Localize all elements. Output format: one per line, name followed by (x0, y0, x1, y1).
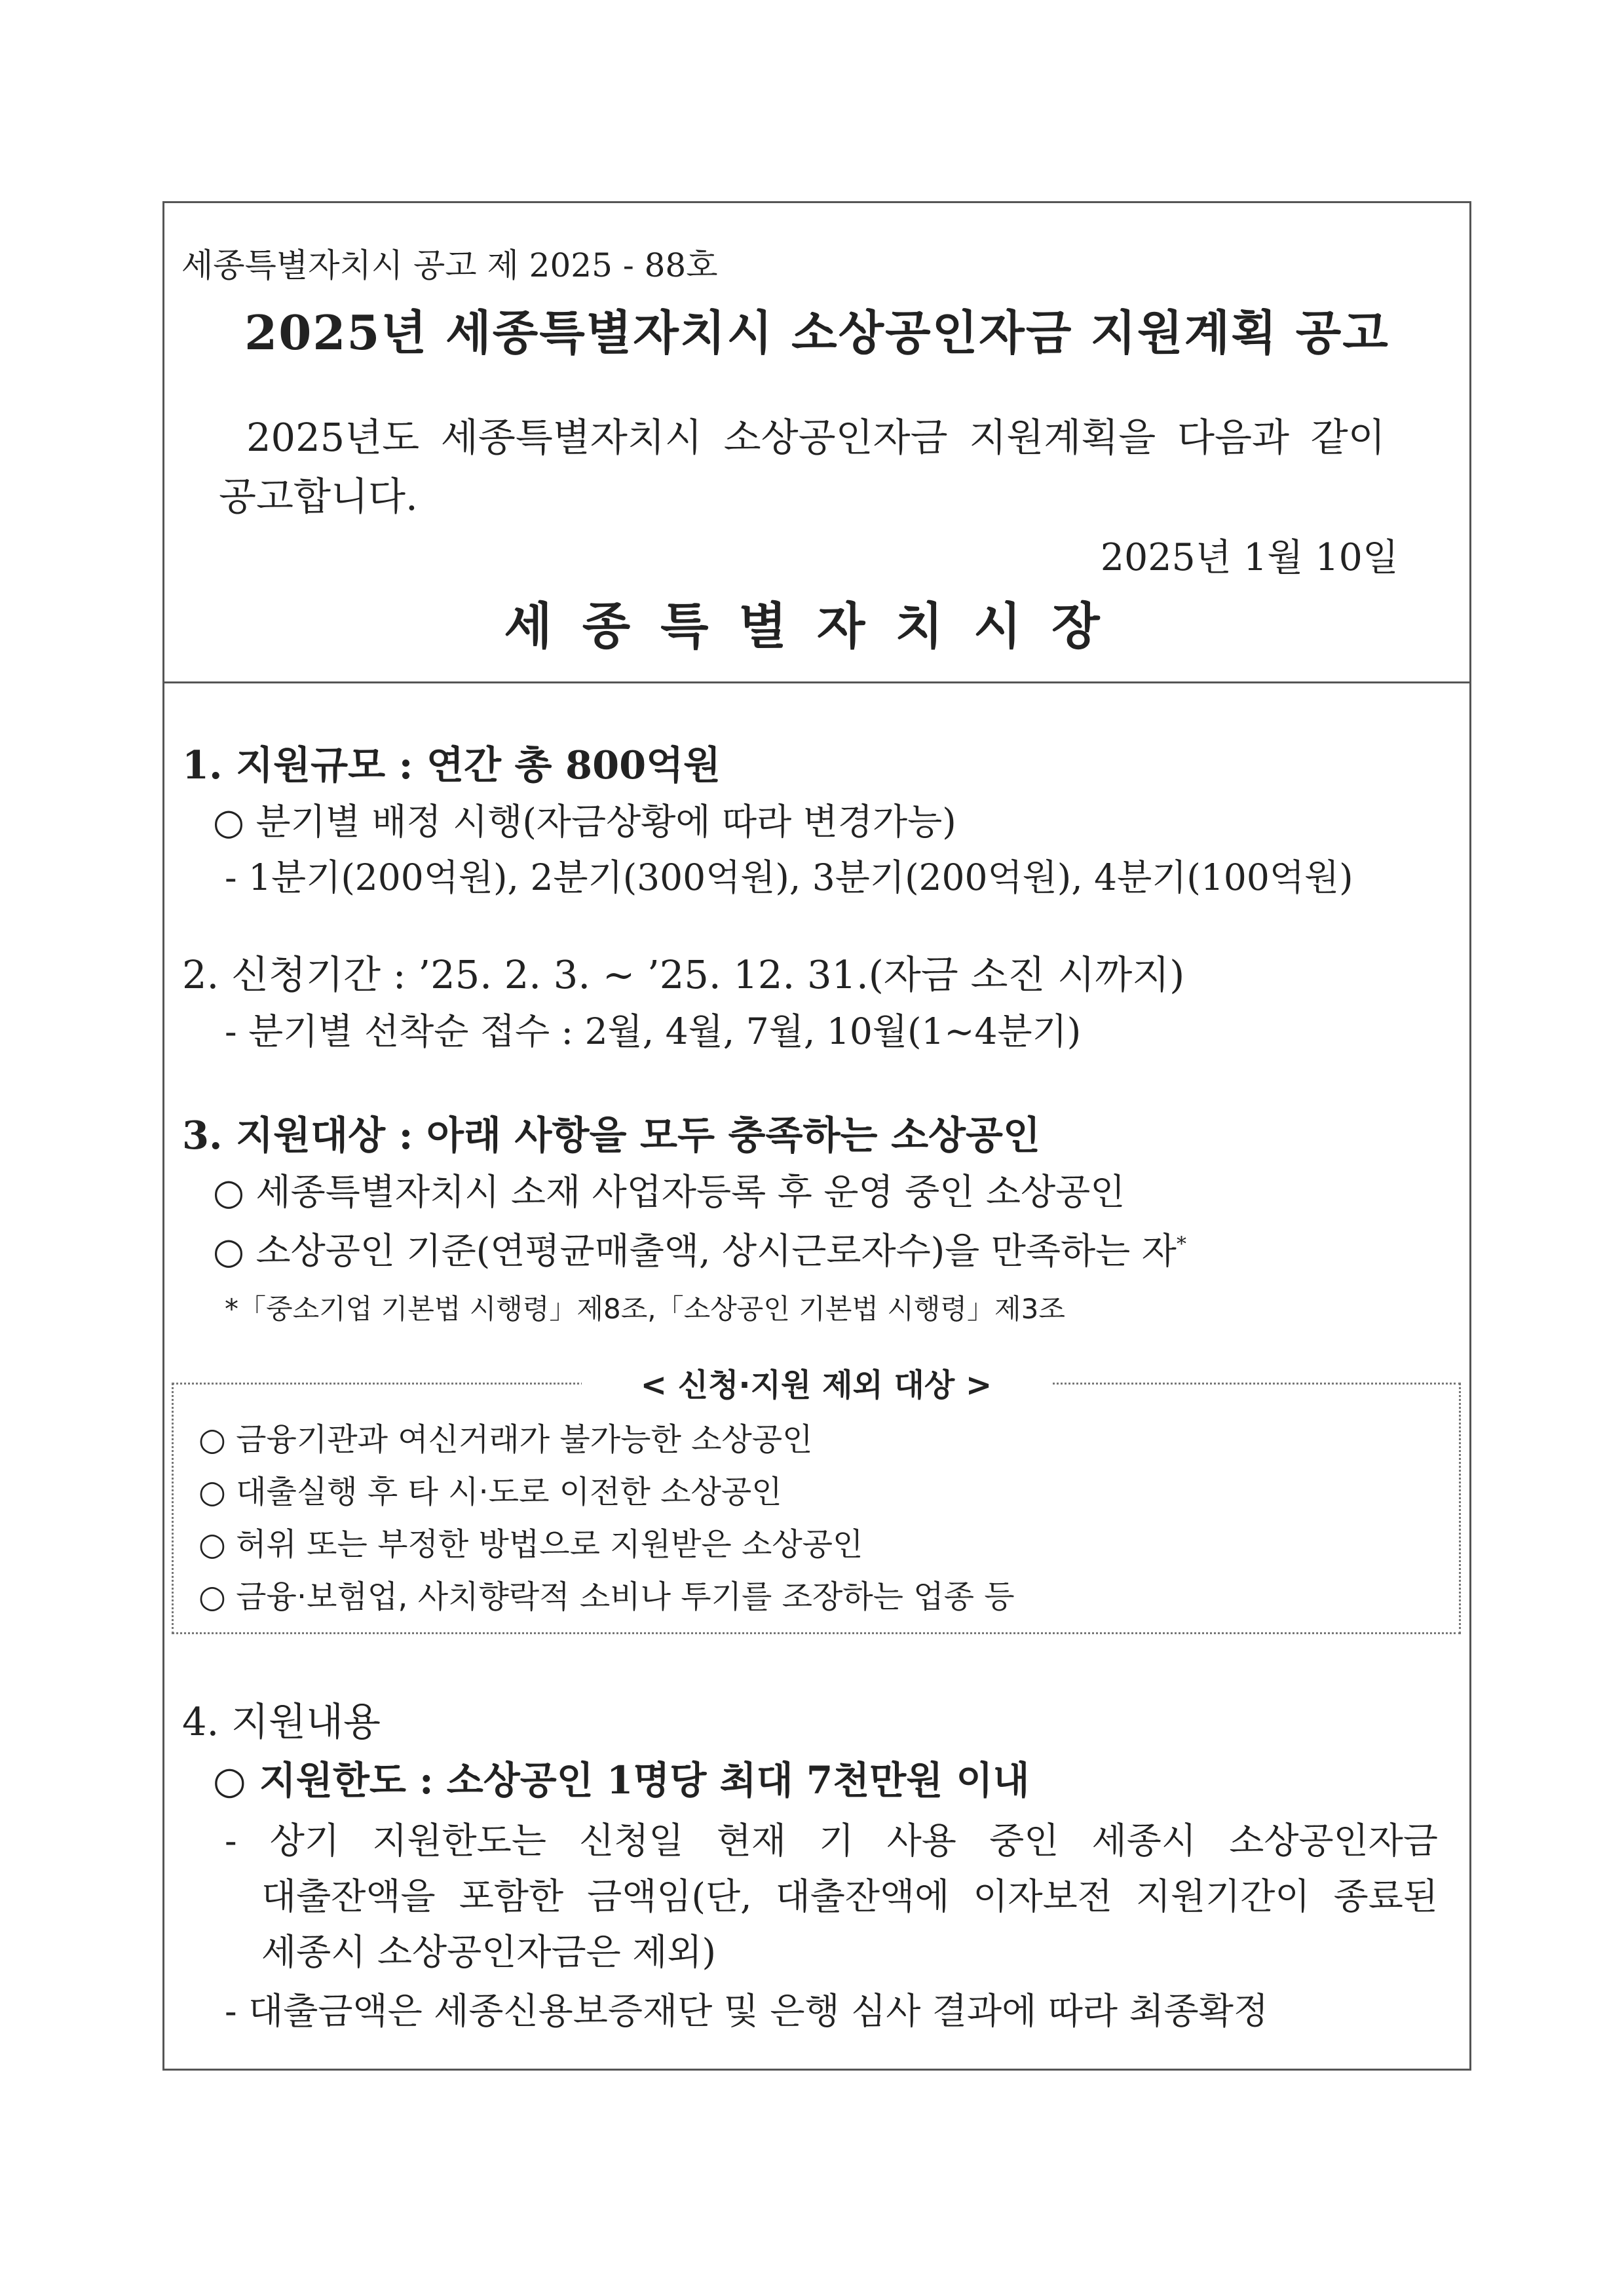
section4-heading: 4. 지원내용 (182, 1699, 381, 1744)
notice-frame (162, 201, 1471, 2071)
header-divider (164, 681, 1469, 683)
section4-item2-line2: 대출잔액을 포함한 금액임(단, 대출잔액에 이자보전 지원기간이 종료된 (261, 1875, 1438, 1917)
intro-line-1: 2025년도 세종특별자치시 소상공인자금 지원계획을 다음과 같이 (246, 415, 1386, 460)
section2-heading: 2. 신청기간 : ’25. 2. 3. ~ ’25. 12. 31.(자금 소진 시까지) (182, 952, 1185, 997)
intro-line-2: 공고합니다. (219, 474, 418, 519)
section1-heading: 1. 지원규모 : 연간 총 800억원 (182, 742, 721, 788)
section4-item2-line3: 세종시 소상공인자금은 제외) (261, 1931, 716, 1973)
section3-item1: ○ 세종특별자치시 소재 사업자등록 후 운영 중인 소상공인 (213, 1171, 1125, 1213)
section4-item3: - 대출금액은 세종신용보증재단 및 은행 심사 결과에 따라 최종확정 (225, 1990, 1268, 2032)
exclusion-box (172, 1367, 1461, 1634)
issuer-name: 세종특별자치시장 (504, 597, 1130, 655)
section4-item1: ○ 지원한도 : 소상공인 1명당 최대 7천만원 이내 (213, 1758, 1030, 1803)
notice-number: 세종특별자치시 공고 제 2025 - 88호 (181, 246, 718, 284)
section3-footnote: *「중소기업 기본법 시행령」제8조,「소상공인 기본법 시행령」제3조 (225, 1293, 1065, 1325)
notice-title: 2025년 세종특별자치시 소상공인자금 지원계획 공고 (244, 305, 1389, 360)
section2-item1: - 분기별 선착순 접수 : 2월, 4월, 7월, 10월(1~4분기) (225, 1010, 1082, 1052)
exclusion-title: < 신청·지원 제외 대상 > (174, 1360, 1459, 1405)
exclusion-item: ○ 금융기관과 여신거래가 불가능한 소상공인 (198, 1421, 813, 1458)
section1-item2: - 1분기(200억원), 2분기(300억원), 3분기(200억원), 4분기(100억원) (225, 856, 1353, 898)
section4-item2-line1: - 상기 지원한도는 신청일 현재 기 사용 중인 세종시 소상공인자금 (225, 1820, 1438, 1862)
section3-item2-text: ○ 소상공인 기준(연평균매출액, 상시근로자수)을 만족하는 자 (213, 1230, 1177, 1272)
exclusion-item: ○ 금융·보험업, 사치향락적 소비나 투기를 조장하는 업종 등 (198, 1578, 1015, 1615)
exclusion-item: ○ 허위 또는 부정한 방법으로 지원받은 소상공인 (198, 1526, 863, 1563)
section3-item2 (213, 1222, 1186, 1274)
footnote-mark: * (1176, 1233, 1186, 1256)
section1-item1: ○ 분기별 배정 시행(자금상황에 따라 변경가능) (213, 801, 956, 843)
section3-heading: 3. 지원대상 : 아래 사항을 모두 충족하는 소상공인 (182, 1113, 1041, 1158)
exclusion-item: ○ 대출실행 후 타 시·도로 이전한 소상공인 (198, 1474, 782, 1510)
notice-date: 2025년 1월 10일 (1100, 536, 1399, 579)
